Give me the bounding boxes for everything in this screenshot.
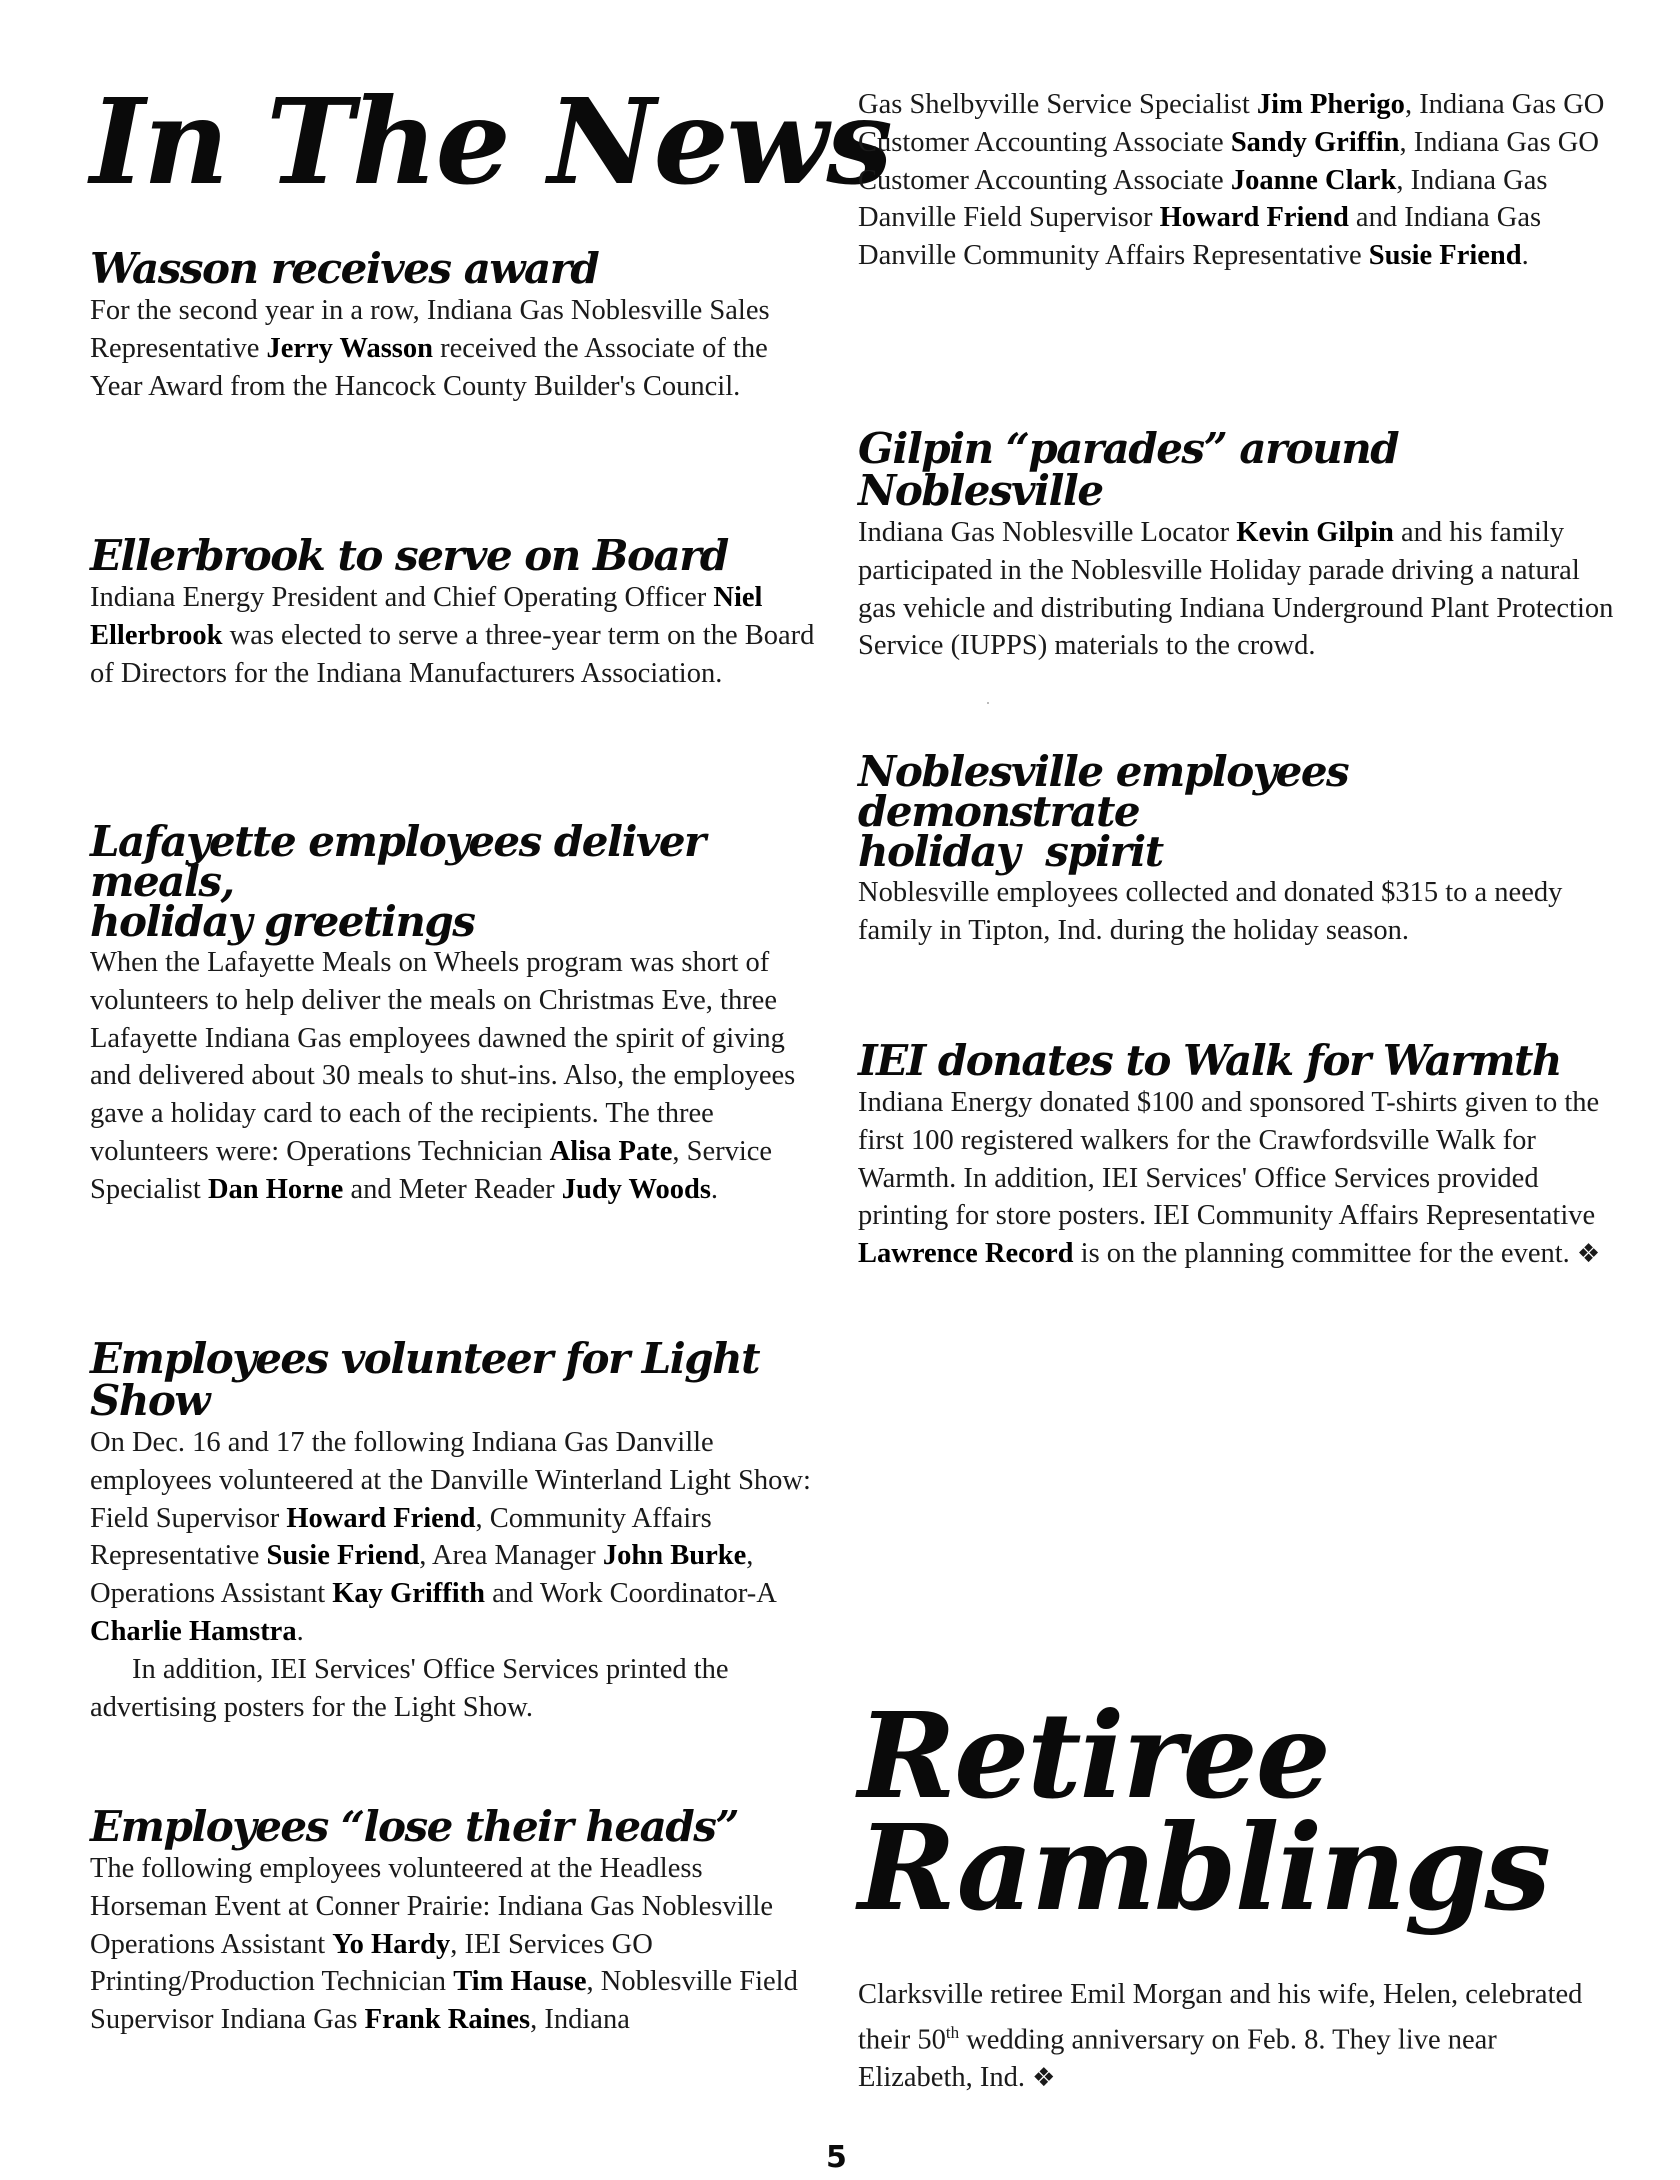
article-retiree bbox=[858, 1976, 1618, 2098]
person-name: Yo Hardy bbox=[332, 1928, 451, 1960]
person-name: Jim Pherigo bbox=[1256, 89, 1405, 120]
body-text: , Indiana Gas GO Customer Accounting Associate bbox=[858, 126, 1599, 196]
person-name: Niel Ellerbrook bbox=[90, 582, 763, 651]
stray-mark bbox=[987, 702, 989, 704]
person-name: Frank Raines bbox=[364, 2004, 531, 2036]
person-name: Kay Griffith bbox=[332, 1578, 486, 1610]
body-text: , Noblesville Field Supervisor Indiana Gas bbox=[90, 1966, 798, 2036]
body-text: received the Associate of the Year Award from the Hancock County Builder's Council. bbox=[90, 332, 768, 402]
headline-light-show: Employees volunteer for Light Show bbox=[90, 1334, 760, 1425]
person-name: Susie Friend bbox=[266, 1540, 420, 1572]
person-name: Dan Horne bbox=[207, 1173, 344, 1205]
article-walk-for-warmth bbox=[858, 1036, 1618, 1274]
body-text: , Operations Assistant bbox=[90, 1540, 754, 1610]
body-text: is on the planning committee for the event. bbox=[1073, 1238, 1577, 1270]
body-text: , Indiana bbox=[530, 2004, 630, 2036]
end-mark-icon: ❖ bbox=[1032, 2063, 1056, 2094]
headline-line: holiday spirit bbox=[858, 827, 1163, 876]
article-body-lose-their-heads bbox=[90, 1850, 820, 2039]
person-name: Sandy Griffin bbox=[1230, 126, 1400, 158]
body-text: Noblesville employees collected and donated $315 to a needy family in Tipton, Ind. during the holiday season. bbox=[858, 877, 1563, 946]
person-name: Susie Friend bbox=[1368, 240, 1522, 272]
person-name: John Burke bbox=[602, 1540, 747, 1572]
article-body-lafayette bbox=[90, 944, 820, 1209]
body-text: The following employees volunteered at the Headless Horseman Event at Conner Prairie: Indiana Gas Noblesville Operations Assistant bbox=[90, 1853, 774, 1960]
article-body-gilpin bbox=[858, 514, 1618, 665]
headline-walk-for-warmth: IEI donates to Walk for Warmth bbox=[858, 1036, 1561, 1085]
headline-gilpin: Gilpin “parades” around Noblesville bbox=[858, 424, 1399, 515]
article-body-ellerbrook bbox=[90, 579, 820, 692]
body-text: , Community Affairs Representative bbox=[90, 1502, 712, 1572]
body-text: Indiana Energy donated $100 and sponsored T-shirts given to the first 100 registered walkers for the Crawfordsville Walk for Warmth. In addition, IEI Services' Office Services provided printing for store posters. IEI Community Affairs Representative bbox=[858, 1087, 1600, 1232]
headline-holiday-spirit bbox=[858, 747, 1618, 876]
section-title-retiree-ramblings bbox=[858, 1686, 1549, 1937]
ordinal-suffix: th bbox=[945, 2022, 960, 2042]
body-text: . bbox=[296, 1615, 304, 1647]
body-text: and Work Coordinator-A bbox=[485, 1578, 776, 1610]
article-lafayette bbox=[90, 817, 820, 1209]
article-paragraph: In addition, IEI Services' Office Services printed the advertising posters for the Light Show. bbox=[90, 1653, 729, 1723]
body-text: was elected to serve a three-year term on the Board of Directors for the Indiana Manufacturers Association. bbox=[90, 619, 815, 689]
person-name: Judy Woods bbox=[561, 1173, 711, 1205]
article-body-walk-for-warmth bbox=[858, 1084, 1618, 1274]
body-text: and Indiana Gas Danville Community Affairs Representative bbox=[858, 202, 1542, 272]
end-mark-icon: ❖ bbox=[1576, 1239, 1601, 1270]
person-name: Jerry Wasson bbox=[266, 332, 434, 364]
headline-line: Noblesville employees demonstrate bbox=[858, 747, 1349, 836]
body-text: Indiana Energy President and Chief Operating Officer bbox=[90, 582, 714, 613]
person-name: Joanne Clark bbox=[1230, 164, 1397, 196]
headline-line: Lafayette employees deliver meals, bbox=[90, 817, 705, 906]
body-text: , IEI Services GO Printing/Production Technician bbox=[90, 1928, 653, 1998]
article-lose-their-heads bbox=[90, 1802, 820, 2039]
person-name: Charlie Hamstra bbox=[90, 1615, 297, 1647]
body-text: , Area Manager bbox=[419, 1540, 603, 1572]
person-name: Kevin Gilpin bbox=[1236, 517, 1394, 548]
headline-lafayette bbox=[90, 817, 820, 946]
body-text: , Service Specialist bbox=[90, 1135, 773, 1205]
body-text: On Dec. 16 and 17 the following Indiana Gas Danville employees volunteered at the Danville Winterland Light Show: Field Supervisor bbox=[90, 1427, 811, 1534]
body-text: wedding anniversary on Feb. 8. They live near Elizabeth, Ind. bbox=[858, 2024, 1497, 2094]
headline-line: holiday greetings bbox=[90, 897, 475, 946]
body-text: When the Lafayette Meals on Wheels program was short of volunteers to help deliver the meals on Christmas Eve, three Lafayette Indiana Gas employees dawned the spirit of giving and delivered about 30 meals to shut-ins. Also, the employees gave a holiday card to each of the recipients. The three volunteers were: Operations Technician bbox=[90, 947, 796, 1167]
headline-ellerbrook: Ellerbrook to serve on Board bbox=[90, 531, 728, 580]
article-light-show bbox=[90, 1334, 820, 1726]
headline-wasson: Wasson receives award bbox=[90, 244, 599, 293]
title-line: Ramblings bbox=[858, 1798, 1549, 1937]
article-body-continued bbox=[858, 86, 1618, 275]
body-text: For the second year in a row, Indiana Gas Noblesville Sales Representative bbox=[90, 295, 770, 364]
headline-lose-their-heads: Employees “lose their heads” bbox=[90, 1802, 739, 1851]
article-body-retiree bbox=[858, 1976, 1618, 2098]
page-number: 5 bbox=[826, 2140, 847, 2175]
person-name: Lawrence Record bbox=[858, 1238, 1074, 1270]
article-holiday-spirit bbox=[858, 747, 1618, 950]
person-name: Tim Hause bbox=[453, 1966, 587, 1998]
article-body-holiday-spirit bbox=[858, 874, 1618, 950]
section-title-in-the-news: In The News bbox=[90, 72, 891, 211]
body-text: and his family participated in the Noblesville Holiday parade driving a natural gas vehicle and distributing Indiana Underground Plant Protection Service (IUPPS) materials to the crowd. bbox=[858, 517, 1614, 662]
article-gilpin bbox=[858, 424, 1618, 665]
person-name: Howard Friend bbox=[1159, 202, 1349, 234]
body-text: and Meter Reader bbox=[343, 1173, 562, 1205]
person-name: Howard Friend bbox=[286, 1502, 476, 1534]
person-name: Alisa Pate bbox=[549, 1135, 673, 1167]
body-text: . bbox=[1521, 240, 1529, 272]
article-body-wasson bbox=[90, 292, 820, 405]
body-text: Clarksville retiree Emil Morgan and his wife, Helen, celebrated their 50 bbox=[858, 1979, 1583, 2056]
body-text: Gas Shelbyville Service Specialist bbox=[858, 89, 1257, 120]
article-lose-their-heads-continued bbox=[858, 86, 1618, 275]
body-text: Indiana Gas Noblesville Locator bbox=[858, 517, 1237, 548]
title-line: Retiree bbox=[858, 1686, 1329, 1825]
body-text: , Indiana Gas GO Customer Accounting Associate bbox=[858, 89, 1605, 158]
article-body-light-show bbox=[90, 1424, 820, 1726]
body-text: . bbox=[710, 1173, 719, 1205]
article-wasson bbox=[90, 244, 820, 405]
body-text: , Indiana Gas Danville Field Supervisor bbox=[858, 164, 1548, 234]
article-ellerbrook bbox=[90, 531, 820, 692]
